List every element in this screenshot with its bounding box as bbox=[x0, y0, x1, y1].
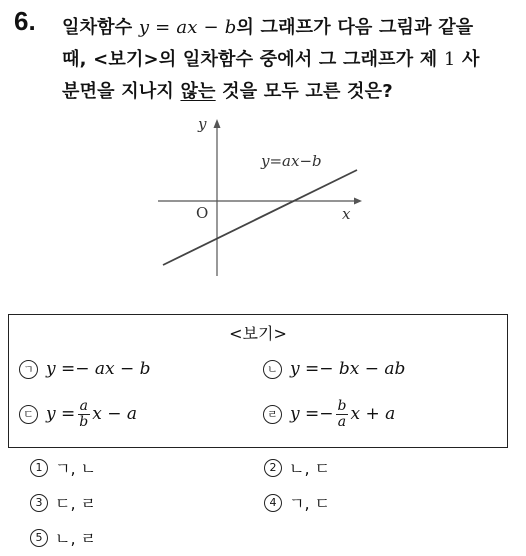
curve-label: y=ax−b bbox=[261, 152, 322, 170]
bogi-fraction-3-denominator: b bbox=[79, 413, 89, 430]
bogi-expr-3-suffix: x − a bbox=[92, 404, 138, 425]
bogi-fraction-4-denominator: a bbox=[337, 413, 347, 430]
bogi-expr-4-suffix: x + a bbox=[350, 404, 396, 425]
bogi-title: <보기> bbox=[229, 324, 287, 343]
answer-choice-1[interactable] bbox=[30, 456, 96, 479]
bogi-fraction-4 bbox=[336, 399, 349, 429]
question-math-1: y = ax − b bbox=[138, 17, 237, 38]
bogi-item-4 bbox=[263, 399, 395, 429]
bogi-expr-2: y =− bx − ab bbox=[290, 359, 406, 379]
x-axis-arrow-icon bbox=[354, 198, 362, 205]
choice-number-1: 1 bbox=[30, 459, 48, 477]
circled-nieun-icon: ㄴ bbox=[263, 360, 282, 379]
bogi-expr-3-prefix: y = bbox=[46, 404, 76, 425]
choice-number-2: 2 bbox=[264, 459, 282, 477]
circled-giyeok-icon: ㄱ bbox=[19, 360, 38, 379]
bogi-item-3 bbox=[19, 399, 137, 429]
choice-number-5: 5 bbox=[30, 529, 48, 547]
answer-choice-5[interactable] bbox=[30, 526, 96, 549]
y-axis-label: y bbox=[198, 115, 207, 133]
question-line-2 bbox=[62, 45, 480, 71]
bogi-expr-1: y =− ax − b bbox=[46, 359, 151, 379]
answer-choice-4[interactable] bbox=[264, 491, 330, 514]
bogi-fraction-4-numerator: b bbox=[337, 398, 347, 414]
choice-marks-2: ㄴ, ㄷ bbox=[289, 459, 331, 478]
question-line-3 bbox=[62, 77, 393, 103]
bogi-fraction-3 bbox=[77, 399, 90, 429]
y-axis-arrow-icon bbox=[214, 119, 221, 128]
choice-marks-3: ㄷ, ㄹ bbox=[55, 494, 97, 513]
question-text-1b: 의 그래프가 다음 그림과 같을 bbox=[236, 17, 474, 38]
question-text-1a: 일차함수 bbox=[62, 17, 139, 38]
choice-marks-1: ㄱ, ㄴ bbox=[55, 459, 97, 478]
graph-line bbox=[163, 170, 357, 265]
question-text-2b: 사 bbox=[455, 49, 480, 70]
circled-rieul-icon: ㄹ bbox=[263, 405, 282, 424]
bogi-box bbox=[8, 314, 508, 448]
origin-label: O bbox=[196, 204, 209, 222]
circled-digeut-icon: ㄷ bbox=[19, 405, 38, 424]
question-number: 6. bbox=[14, 6, 36, 36]
choice-marks-4: ㄱ, ㄷ bbox=[289, 494, 331, 513]
bogi-item-2 bbox=[263, 359, 405, 379]
function-graph bbox=[150, 110, 380, 280]
answer-choice-2[interactable] bbox=[264, 456, 330, 479]
question-underlined-word: 않는 bbox=[180, 81, 216, 102]
question-quadrant-number: 1 bbox=[443, 49, 456, 70]
bogi-item-1 bbox=[19, 359, 151, 379]
bogi-expr-4-prefix: y =− bbox=[290, 404, 334, 425]
question-text-3a: 분면을 지나지 bbox=[62, 81, 181, 102]
choice-number-3: 3 bbox=[30, 494, 48, 512]
x-axis-label: x bbox=[342, 205, 351, 223]
question-text-3b: 것을 모두 고른 것은? bbox=[215, 81, 393, 102]
bogi-fraction-3-numerator: a bbox=[79, 398, 88, 414]
choice-marks-5: ㄴ, ㄹ bbox=[55, 529, 97, 548]
question-line-1 bbox=[62, 13, 473, 39]
choice-number-4: 4 bbox=[264, 494, 282, 512]
question-text-2a: 때, <보기>의 일차함수 중에서 그 그래프가 제 bbox=[62, 49, 444, 70]
answer-choice-3[interactable] bbox=[30, 491, 96, 514]
